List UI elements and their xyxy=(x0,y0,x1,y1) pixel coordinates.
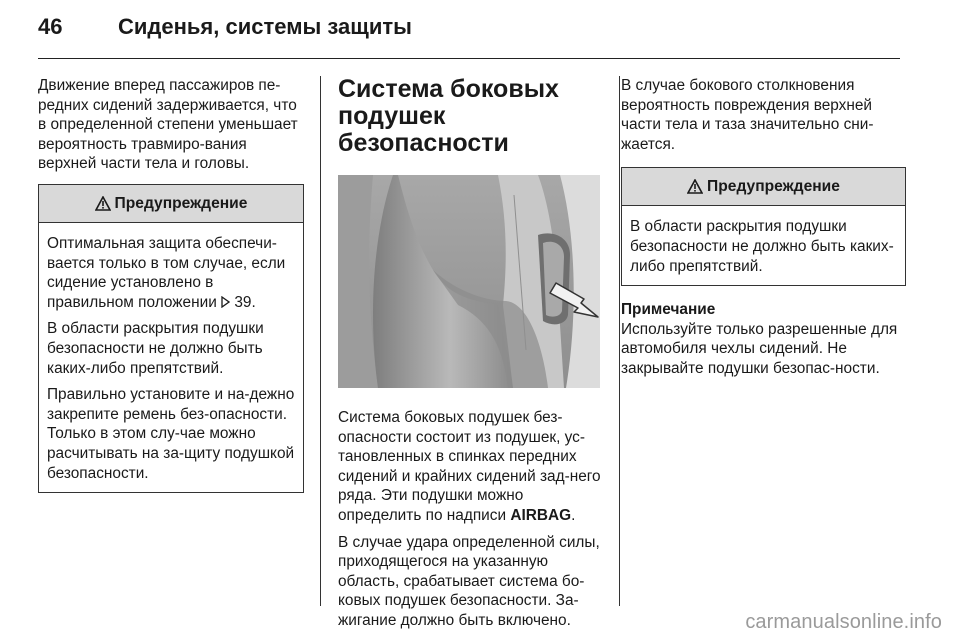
warning-title-2: Предупреждение xyxy=(707,178,840,196)
seat-illustration-graphic xyxy=(338,175,600,388)
system-description-end: . xyxy=(571,506,576,524)
warning-header-2 xyxy=(622,168,905,206)
note-label: Примечание xyxy=(621,301,716,319)
column-divider-1 xyxy=(320,76,321,606)
note-text: Используйте только разрешенные для автомобиля чехлы сидений. Не закрывайте подушки безопас-ности. xyxy=(621,320,898,377)
warning-triangle-icon xyxy=(687,179,703,194)
warning-box-2 xyxy=(621,167,906,286)
warning-box xyxy=(38,184,304,493)
warning-body-2 xyxy=(622,206,905,285)
column-right xyxy=(621,76,906,379)
airbag-label: AIRBAG xyxy=(510,506,572,524)
page-reference-link[interactable]: 39. xyxy=(234,293,256,311)
page-reference-icon xyxy=(221,296,230,308)
warning-triangle-icon xyxy=(95,196,111,211)
page-number: 46 xyxy=(38,14,63,39)
warning-body xyxy=(39,223,303,492)
section-title: Система боковых подушек безопасности xyxy=(338,75,559,157)
page-title: Сиденья, системы защиты xyxy=(118,14,412,39)
column-middle xyxy=(338,76,606,631)
system-description xyxy=(338,408,606,526)
warning-paragraph-1 xyxy=(47,234,295,312)
warning-header xyxy=(39,185,303,223)
warning-paragraph-3: Правильно установите и на-дежно закрепите ремень без-опасности. Только в этом слу-чае можно расчитывать на за-щиту подушкой безопасности. xyxy=(47,386,295,482)
impact-paragraph: В случае удара определенной силы, приходящегося на указанную область, срабатывает система бо-ковых подушек безопасности. За-жигание должно быть включено. xyxy=(338,533,600,629)
column-divider-2 xyxy=(619,76,620,606)
warning-title: Предупреждение xyxy=(114,194,248,212)
intro-paragraph: Движение вперед пассажиров пе-редних сидений задерживается, что в определенной степени уменьшает вероятность травмиро-вания верхней части тела и головы. xyxy=(38,77,298,173)
side-impact-paragraph: В случае бокового столкновения вероятность повреждения верхней части тела и таза значительно сни-жается. xyxy=(621,77,874,153)
warning-paragraph-2: В области раскрытия подушки безопасности не должно быть каких-либо препятствий. xyxy=(47,320,264,377)
warning-p1-text: Оптимальная защита обеспечи-вается только в том случае, если сидение установлено в правильном положении xyxy=(47,234,286,311)
system-description-text: Система боковых подушек без-опасности состоит из подушек, ус-тановленных в спинках передних сидений и крайних сидений зад-него ряда. Эти подушки можно определить по надписи xyxy=(338,409,601,524)
seat-airbag-illustration xyxy=(338,175,600,388)
header-divider xyxy=(38,58,900,59)
column-left xyxy=(38,76,304,493)
warning-2-paragraph: В области раскрытия подушки безопасности не должно быть каких-либо препятствий. xyxy=(630,218,894,275)
watermark: carmanualsonline.info xyxy=(745,611,942,633)
